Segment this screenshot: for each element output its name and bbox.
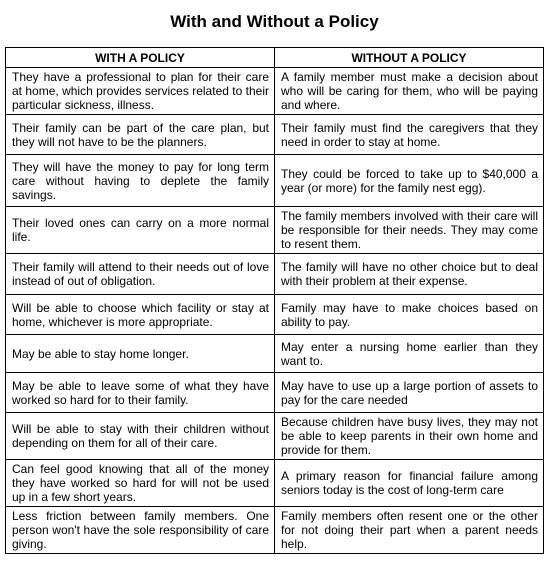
cell-with-policy: Can feel good knowing that all of the money they have worked so hard for will not be used up in a few short years. — [6, 460, 275, 507]
table-row — [6, 295, 544, 335]
cell-with-policy: Will be able to choose which facility or stay at home, whichever is more appropriate. — [6, 295, 275, 335]
cell-without-policy: Because children have busy lives, they may not be able to keep parents in their own home and provide for them. — [275, 413, 544, 460]
cell-with-policy: Their family will attend to their needs out of love instead of out of obligation. — [6, 254, 275, 295]
table-row — [6, 115, 544, 155]
cell-without-policy: The family will have no other choice but to deal with their problem at their expense. — [275, 254, 544, 295]
cell-without-policy: A family member must make a decision about who will be caring for them, who will be paying and where. — [275, 68, 544, 115]
cell-with-policy: They will have the money to pay for long term care without having to deplete the family savings. — [6, 155, 275, 207]
column-header-without-policy: WITHOUT A POLICY — [275, 48, 544, 68]
column-header-with-policy: WITH A POLICY — [6, 48, 275, 68]
table-row — [6, 460, 544, 507]
cell-without-policy: Their family must find the caregivers that they need in order to stay at home. — [275, 115, 544, 155]
cell-without-policy: They could be forced to take up to $40,000 a year (or more) for the family nest egg). — [275, 155, 544, 207]
cell-with-policy: Their loved ones can carry on a more normal life. — [6, 207, 275, 254]
cell-with-policy: Will be able to stay with their children without depending on them for all of their care. — [6, 413, 275, 460]
table-row — [6, 413, 544, 460]
cell-without-policy: A primary reason for financial failure among seniors today is the cost of long-term care — [275, 460, 544, 507]
table-header-row — [6, 48, 544, 68]
table-row — [6, 207, 544, 254]
cell-without-policy: Family may have to make choices based on ability to pay. — [275, 295, 544, 335]
table-row — [6, 68, 544, 115]
comparison-table — [5, 47, 544, 554]
cell-without-policy: Family members often resent one or the other for not doing their part when a parent needs help. — [275, 507, 544, 554]
table-row — [6, 254, 544, 295]
cell-with-policy: Their family can be part of the care plan, but they will not have to be the planners. — [6, 115, 275, 155]
cell-with-policy: May be able to stay home longer. — [6, 335, 275, 373]
page-title: With and Without a Policy — [170, 12, 379, 31]
cell-with-policy: Less friction between family members. One person won't have the sole responsibility of care giving. — [6, 507, 275, 554]
table-row — [6, 335, 544, 373]
cell-with-policy: May be able to leave some of what they have worked so hard for to their family. — [6, 373, 275, 413]
cell-with-policy: They have a professional to plan for their care at home, which provides services related to their particular sickness, illness. — [6, 68, 275, 115]
cell-without-policy: The family members involved with their care will be responsible for their needs. They may come to resent them. — [275, 207, 544, 254]
cell-without-policy: May enter a nursing home earlier than they want to. — [275, 335, 544, 373]
table-row — [6, 507, 544, 554]
cell-without-policy: May have to use up a large portion of assets to pay for the care needed — [275, 373, 544, 413]
table-row — [6, 155, 544, 207]
table-row — [6, 373, 544, 413]
